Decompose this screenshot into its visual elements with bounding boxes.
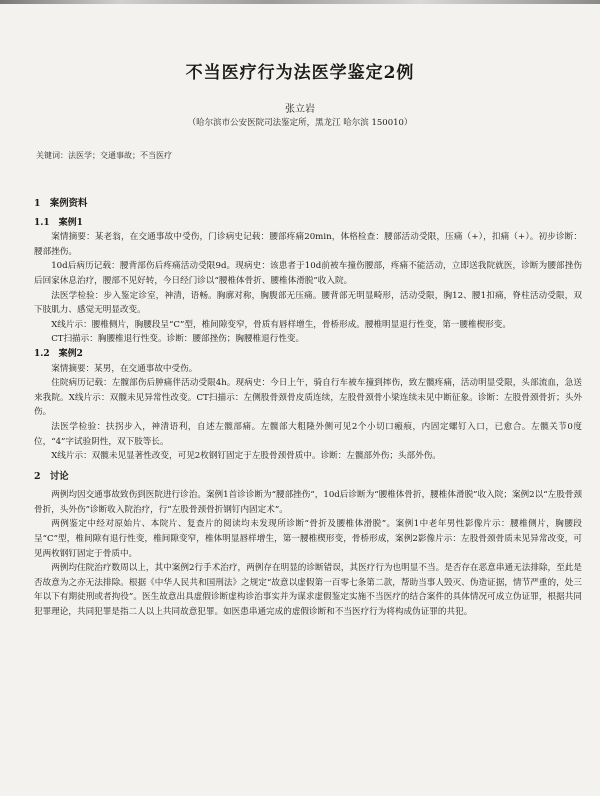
case1-record: 10d后病历记载：腰背部伤后疼痛活动受限9d。现病史：该患者于10d前被车撞伤腰部，疼痛不能活动，立即送我院就医，诊断为腰部挫伤后回家休息治疗，腰部不见好转，今日经门诊以“腰椎体骨折、腰椎体滑脱”收入院。	[34, 261, 582, 286]
keywords: 关键词：法医学；交通事故；不当医疗	[36, 151, 172, 160]
case1-summary: 案情摘要：某老翁，在交通事故中受伤，门诊病史记载：腰部疼痛20min，体格检查：腰部活动受限，压痛（+），扣痛（+）。初步诊断：腰部挫伤。	[34, 232, 582, 257]
case1-exam: 法医学检验：步入鉴定诊室，神清，语畅。胸廓对称，胸腹部无压痛。腰背部无明显畸形，活动受限，胸12、腰1扣痛，脊柱活动受限，双下肢肌力、感觉无明显改变。	[34, 290, 582, 316]
case1-xray: X线片示：腰椎侧片，胸腰段呈“C”型，椎间隙变窄，骨质有唇样增生，骨桥形成。腰椎明显退行性变，第一腰椎楔形变。	[51, 319, 511, 330]
author-name: 张立岩	[285, 104, 315, 115]
case2-exam: 法医学检验：扶拐步入，神清语利，自述左髋部痛。左髋部大粗隆外侧可见2个小切口瘢痕，内固定螺钉入口，已愈合。左髋关节0度位，“4”字试验阴性，双下肢等长。	[34, 421, 582, 447]
discussion-p3: 两例均住院治疗数周以上，其中案例2行手术治疗，两例存在明显的诊断错误，其医疗行为也明显不当。是否存在恶意串通无法排除，至此是否故意为之亦无法排除。根据《中华人民共和国刑法》之规定“故意以虚假第一百零七条第二款，帮助当事人毁灭、伪造证据，情节严重的，处三年以下有期徒刑或者拘役”。医生故意出具虚假诊断虚构诊治事实并为谋求虚假鉴定实施不当医疗的结合案件的具体情况可成立伪证罪，根据共同犯罪理论，共同犯罪是指二人以上共同故意犯罪。如医患串通完成的虚假诊断和不当医疗行为将构成伪证罪的共犯。	[34, 563, 582, 618]
case2-xray: X线片示：双髋未见显著性改变，可见2枚钢钉固定于左股骨颈骨质中。诊断：左髋部外伤；头部外伤。	[51, 451, 441, 462]
case1-heading: 1.1 案例1	[34, 217, 83, 228]
paper-body	[34, 191, 582, 620]
discussion-p2: 两例鉴定中经对原始片、本院片、复查片的阅读均未发现所诊断“骨折及腰椎体滑脱”。案例1中老年男性影像片示：腰椎侧片，胸腰段呈“C”型，椎间隙有退行性变，椎间隙变窄，椎体明显唇样增生，第一腰椎楔形变，骨桥形成，案例2影像片示：左股骨颈骨质未见异常改变，可见两枚钢钉固定于骨质中。	[34, 519, 582, 559]
scan-edge-bar	[0, 0, 600, 4]
case1-ct: CT扫描示：胸腰椎退行性变。诊断：腰部挫伤；胸腰椎退行性变。	[51, 334, 305, 345]
case2-record: 住院病历记载：左髋部伤后肿痛伴活动受限4h。现病史：今日上午，骑自行车被车撞到摔伤，致左髋疼痛，活动明显受限，头部流血，急送来我院。X线片示：双髋未见异常性改变。CT扫描示：左侧股骨颈骨皮质连续，左股骨颈骨小梁连续未见中断征象。诊断：左股骨颈骨折；头外伤。	[34, 378, 582, 418]
section-heading-case-data: 1 案例资料	[34, 198, 88, 209]
case2-summary: 案情摘要：某男，在交通事故中受伤。	[51, 363, 198, 374]
section-heading-discussion: 2 讨论	[34, 470, 69, 482]
author-affiliation: （哈尔滨市公安医院司法鉴定所，黑龙江 哈尔滨 150010）	[187, 118, 413, 128]
discussion-p1: 两例均因交通事故致伤到医院进行诊治。案例1首诊诊断为“腰部挫伤”，10d后诊断为“腰椎体骨折，腰椎体滑脱”收入院；案例2以“左股骨颈骨折，头外伤”诊断收入院治疗，行“左股骨颈骨折钢钉内固定术”。	[34, 490, 582, 515]
paper-title: 不当医疗行为法医学鉴定2例	[185, 63, 415, 83]
case2-heading: 1.2 案例2	[34, 348, 83, 359]
